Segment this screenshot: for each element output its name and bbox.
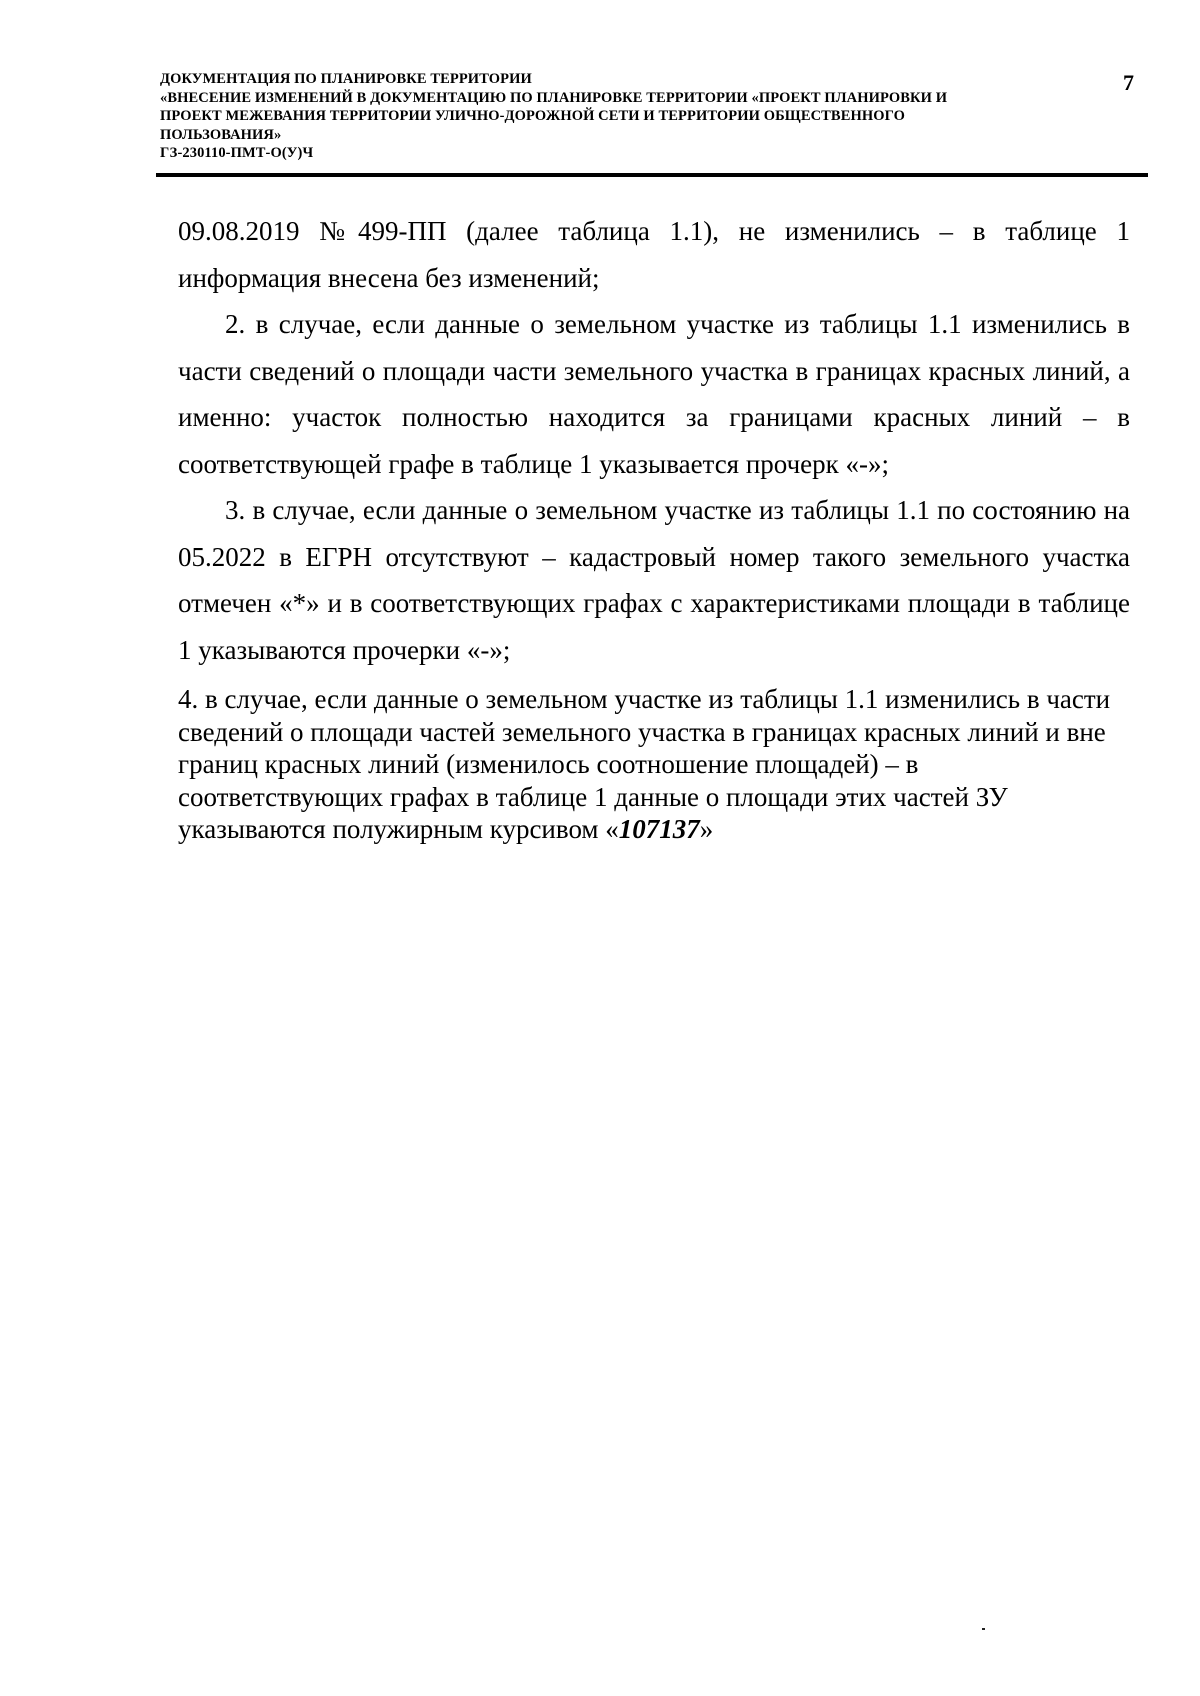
- emphasis-example-number: 107137: [618, 814, 700, 844]
- header-line-5: ГЗ-230110-ПМТ-О(У)Ч: [160, 145, 314, 161]
- paragraph-continuation: 09.08.2019 №499-ПП (далее таблица 1.1), не изменились – в таблице 1 информация внесена без изменений;: [178, 216, 1130, 293]
- document-body: [178, 208, 1130, 846]
- page-number: 7: [1123, 70, 1134, 95]
- paragraph-item-3: 3. в случае, если данные о земельном участке из таблицы 1.1 по состоянию на 05.2022 в ЕГРН отсутствуют – кадастровый номер такого земельного участка отмечен «*» и в соответствующих графах с характеристиками площади в таблице 1 указываются прочерки «-»;: [178, 495, 1130, 665]
- header-line-4: ПОЛЬЗОВАНИЯ»: [160, 126, 282, 143]
- header-divider: [156, 173, 1148, 177]
- scan-speck: [982, 1628, 985, 1630]
- paragraph-item-4-text: 4. в случае, если данные о земельном участке из таблицы 1.1 изменились в части сведений о площади частей земельного участка в границах красных линий и вне границ красных линий (изменилось соотношение площадей) – в соответствующих графах в таблице 1 данные о площади этих частей ЗУ указываются полужирным курсивом «: [178, 684, 1111, 844]
- header-line-2: «ВНЕСЕНИЕ ИЗМЕНЕНИЙ В ДОКУМЕНТАЦИЮ ПО ПЛАНИРОВКЕ ТЕРРИТОРИИ «ПРОЕКТ ПЛАНИРОВКИ И: [160, 89, 948, 106]
- document-header: [160, 70, 1060, 163]
- paragraph-item-2: 2. в случае, если данные о земельном участке из таблицы 1.1 изменились в части сведений о площади части земельного участка в границах красных линий, а именно: участок полностью находится за границами красных линий – в соответствующей графе в таблице 1 указывается прочерк «-»;: [178, 309, 1130, 479]
- paragraph-item-4-end: »: [699, 814, 714, 844]
- header-line-3: ПРОЕКТ МЕЖЕВАНИЯ ТЕРРИТОРИИ УЛИЧНО-ДОРОЖНОЙ СЕТИ И ТЕРРИТОРИИ ОБЩЕСТВЕННОГО: [160, 108, 905, 124]
- header-line-1: ДОКУМЕНТАЦИЯ ПО ПЛАНИРОВКЕ ТЕРРИТОРИИ: [160, 71, 532, 87]
- paragraph-item-4: [178, 683, 1130, 846]
